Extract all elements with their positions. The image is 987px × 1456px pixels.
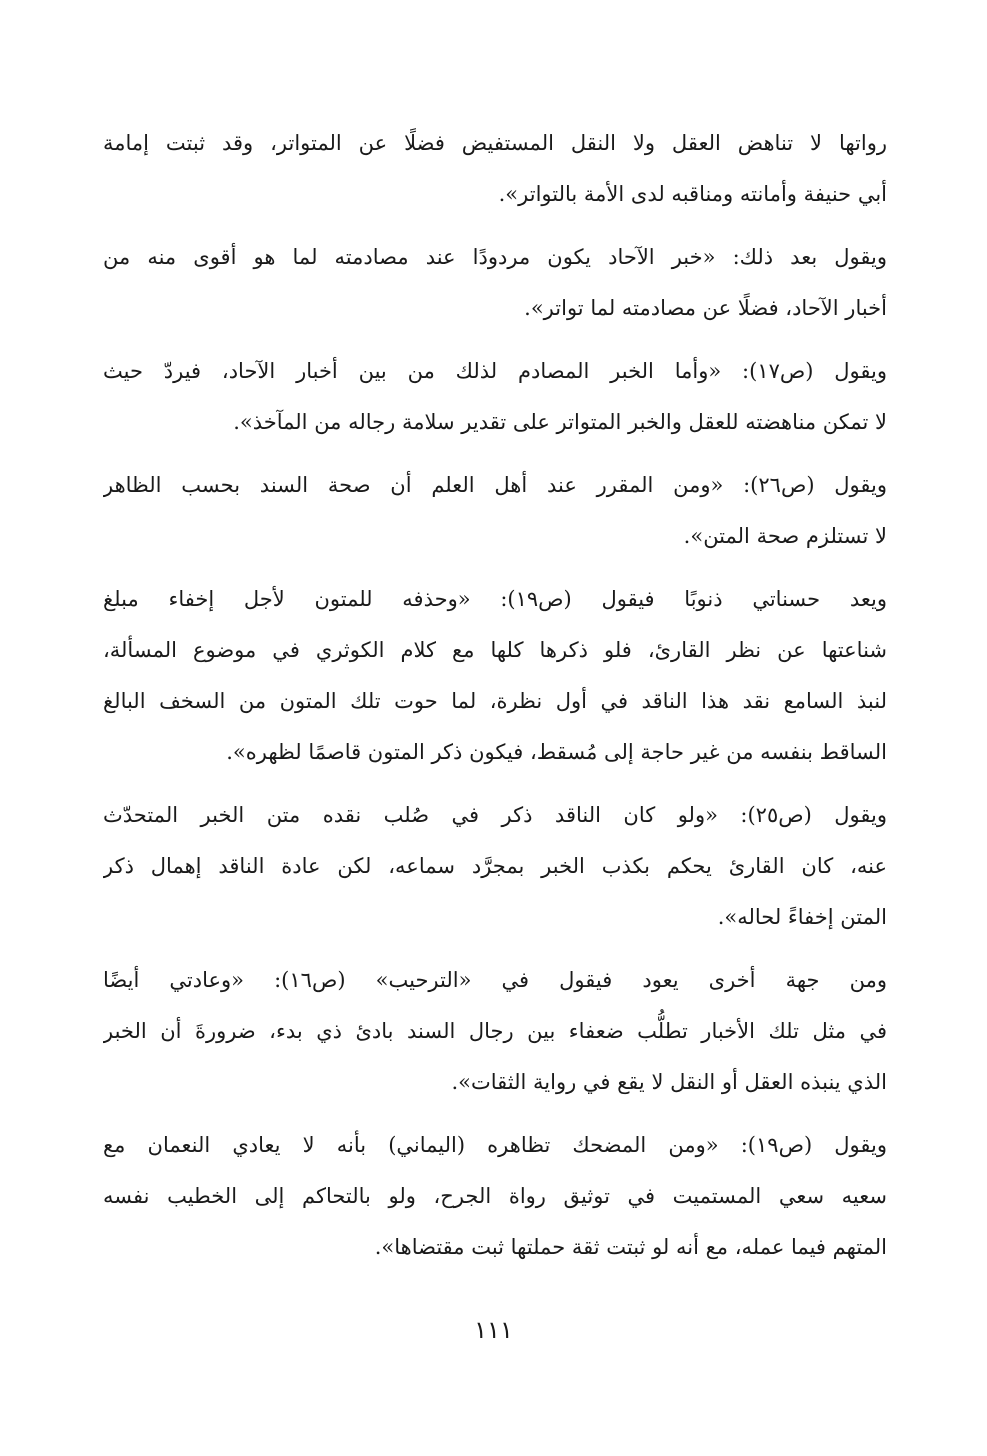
text-line: لنبذ السامع نقد هذا الناقد في أول نظرة، لما حوت تلك المتون من السخف البالغ — [103, 689, 887, 713]
paragraph — [103, 460, 887, 562]
text-line: ومن جهة أخرى يعود فيقول في «الترحيب» (ص١٦): «وعادتي أيضًا — [103, 968, 887, 992]
text-line: ويقول (ص١٩): «ومن المضحك تظاهره (اليماني) بأنه لا يعادي النعمان مع — [103, 1133, 887, 1157]
text-line: ويقول (ص٢٦): «ومن المقرر عند أهل العلم أن صحة السند بحسب الظاهر — [103, 473, 887, 497]
body-text — [103, 118, 887, 1285]
text-line: ويعد حسناتي ذنوبًا فيقول (ص١٩): «وحذفه للمتون لأجل إخفاء مبلغ — [103, 587, 887, 611]
text-line: المتن إخفاءً لحاله». — [717, 905, 887, 929]
text-line: المتهم فيما عمله، مع أنه لو ثبتت ثقة حملتها ثبت مقتضاها». — [374, 1235, 887, 1259]
paragraph — [103, 232, 887, 334]
text-line: ويقول (ص٢٥): «ولو كان الناقد ذكر في صُلب نقده متن الخبر المتحدّث — [103, 803, 887, 827]
text-line: الساقط بنفسه من غير حاجة إلى مُسقط، فيكون ذكر المتون قاصمًا لظهره». — [226, 740, 887, 764]
text-line: عنه، كان القارئ يحكم بكذب الخبر بمجرَّد سماعه، لكن عادة الناقد إهمال ذكر — [103, 854, 887, 878]
text-line: أخبار الآحاد، فضلًا عن مصادمته لما تواتر». — [524, 296, 887, 320]
text-line: شناعتها عن نظر القارئ، فلو ذكرها كلها مع كلام الكوثري في موضوع المسألة، — [103, 638, 887, 662]
text-line: ويقول (ص١٧): «وأما الخبر المصادم لذلك من بين أخبار الآحاد، فيردّ حيث — [103, 359, 887, 383]
page-number: ١١١ — [474, 1316, 513, 1344]
text-line: رواتها لا تناهض العقل ولا النقل المستفيض فضلًا عن المتواتر، وقد ثبتت إمامة — [103, 131, 887, 155]
text-line: في مثل تلك الأخبار تطلُّب ضعفاء بين رجال السند بادئ ذي بدء، ضرورةَ أن الخبر — [103, 1019, 887, 1043]
text-line: ويقول بعد ذلك: «خبر الآحاد يكون مردودًا عند مصادمته لما هو أقوى منه من — [103, 245, 887, 269]
text-line: لا تمكن مناهضته للعقل والخبر المتواتر على تقدير سلامة رجاله من المآخذ». — [233, 410, 887, 434]
text-line: لا تستلزم صحة المتن». — [683, 524, 887, 548]
paragraph — [103, 574, 887, 778]
paragraph — [103, 790, 887, 943]
paragraph — [103, 1120, 887, 1273]
text-line: أبي حنيفة وأمانته ومناقبه لدى الأمة بالتواتر». — [498, 182, 887, 206]
paragraph — [103, 955, 887, 1108]
paragraph — [103, 346, 887, 448]
text-line: سعيه سعي المستميت في توثيق رواة الجرح، ولو بالتحاكم إلى الخطيب نفسه — [103, 1184, 887, 1208]
paragraph — [103, 118, 887, 220]
text-line: الذي ينبذه العقل أو النقل لا يقع في رواية الثقات». — [451, 1070, 887, 1094]
